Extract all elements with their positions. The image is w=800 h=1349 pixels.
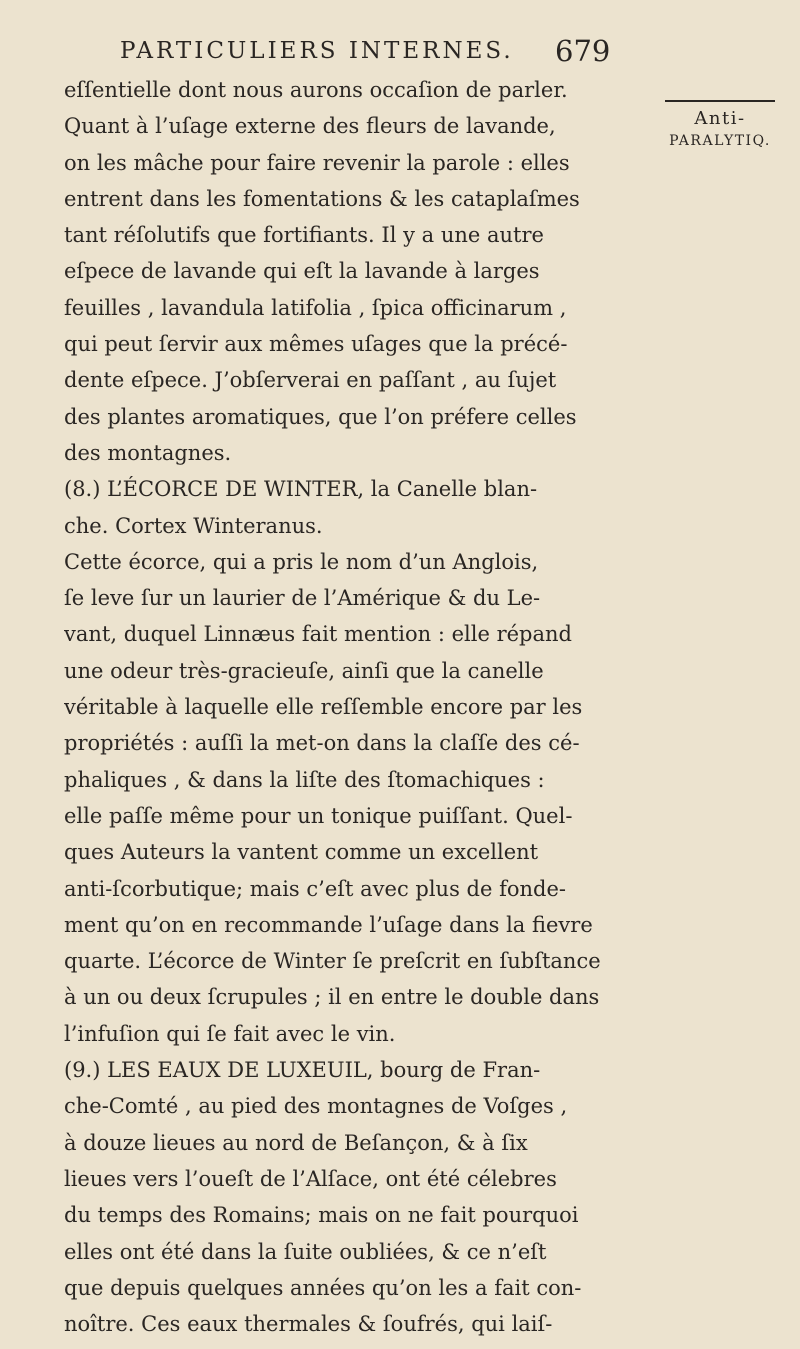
text-line: entrent dans les fomentations & les cataplaſmes: [64, 186, 580, 211]
body-text: [64, 72, 629, 1342]
text-line: anti-ſcorbutique; mais c’eſt avec plus de fonde-: [64, 876, 566, 901]
text-line: ques Auteurs la vantent comme un excellent: [64, 840, 539, 865]
text-line: à douze lieues au nord de Beſançon, & à ſix: [64, 1130, 528, 1155]
text-line: elles ont été dans la ſuite oubliées, & ce n’eſt: [64, 1239, 547, 1264]
text-line: elle paſſe même pour un tonique puiſſant. Quel-: [64, 803, 573, 828]
text-line: lieues vers l’oueſt de l’Alſace, ont été célebres: [64, 1166, 557, 1191]
text-line: ſe leve ſur un laurier de l’Amérique & du Le-: [64, 586, 541, 611]
page-number: 679: [555, 34, 611, 68]
text-line: des plantes aromatiques, que l’on préfere celles: [64, 404, 577, 429]
text-line: tant réſolutifs que fortifiants. Il y a une autre: [64, 223, 544, 248]
text-line: des montagnes.: [64, 440, 232, 465]
text-line: vant, duquel Linnæus fait mention : elle répand: [64, 622, 572, 647]
running-title: PARTICULIERS INTERNES.: [120, 38, 514, 64]
text-line: véritable à laquelle elle reſſemble encore par les: [64, 695, 583, 720]
margin-rule: [665, 100, 775, 102]
text-line: quarte. L’écorce de Winter ſe preſcrit en ſubſtance: [64, 949, 601, 974]
text-line: du temps des Romains; mais on ne fait pourquoi: [64, 1203, 579, 1228]
text-line: che-Comté , au pied des montagnes de Voſges ,: [64, 1094, 568, 1119]
text-line: Cette écorce, qui a pris le nom d’un Anglois,: [64, 549, 539, 574]
text-line: dente eſpece. J’obſerverai en paſſant , au ſujet: [64, 368, 557, 393]
text-line: une odeur très-gracieuſe, ainſi que la canelle: [64, 658, 544, 683]
text-line: (8.) L’ÉCORCE DE WINTER, la Canelle blan-: [64, 477, 538, 502]
margin-note-line1: Anti-: [694, 108, 746, 129]
text-line: à un ou deux ſcrupules ; il en entre le double dans: [64, 985, 600, 1010]
text-line: phaliques , & dans la liſte des ſtomachiques :: [64, 767, 545, 792]
text-line: propriétés : auſſi la met-on dans la claſſe des cé-: [64, 731, 580, 756]
text-line: Quant à l’uſage externe des fleurs de lavande,: [64, 114, 556, 139]
text-line: eſpece de lavande qui eſt la lavande à larges: [64, 259, 540, 284]
text-line: che. Cortex Winteranus.: [64, 513, 323, 538]
text-line: (9.) LES EAUX DE LUXEUIL, bourg de Fran-: [64, 1058, 541, 1083]
text-line: on les mâche pour faire revenir la parole : elles: [64, 150, 570, 175]
margin-note: [640, 100, 800, 152]
text-line: feuilles , lavandula latifolia , ſpica officinarum ,: [64, 295, 567, 320]
text-line: eſſentielle dont nous aurons occaſion de parler.: [64, 78, 568, 102]
text-line: qui peut ſervir aux mêmes uſages que la précé-: [64, 332, 568, 357]
text-line: que depuis quelques années qu’on les a fait con-: [64, 1275, 582, 1300]
margin-note-line2: PARALYTIQ.: [669, 133, 771, 149]
text-line: noître. Ces eaux thermales & ſoufrés, qui laiſ-: [64, 1312, 553, 1337]
text-line: ment qu’on en recommande l’uſage dans la fievre: [64, 912, 593, 937]
text-line: l’infuſion qui ſe fait avec le vin.: [64, 1021, 396, 1046]
